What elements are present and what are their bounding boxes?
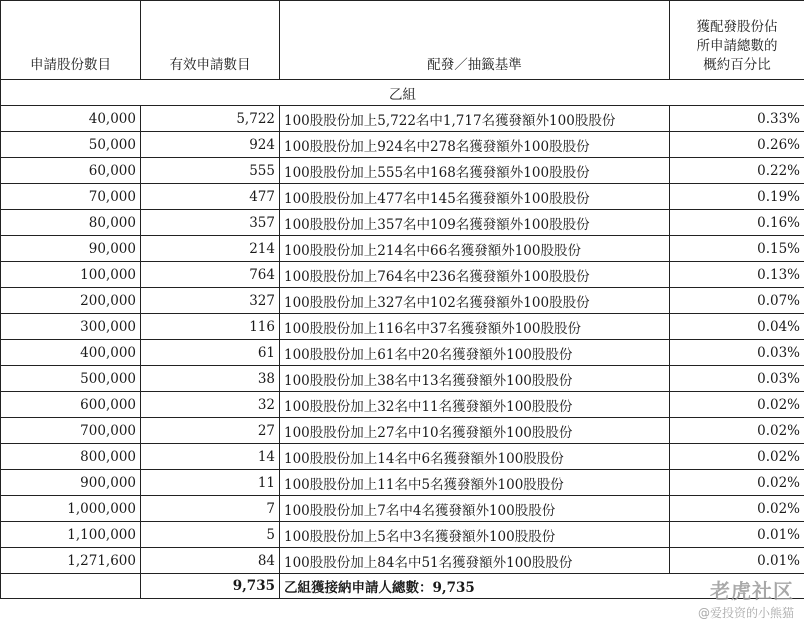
percentage-cell: 0.07% bbox=[670, 288, 804, 314]
table-row bbox=[1, 392, 804, 418]
percentage-cell: 0.01% bbox=[670, 548, 804, 574]
applications-cell: 32 bbox=[141, 392, 280, 418]
shares-cell: 100,000 bbox=[1, 262, 141, 288]
header-pct-line: 所申請總數的 bbox=[696, 38, 778, 54]
table-row bbox=[1, 158, 804, 184]
shares-cell: 1,100,000 bbox=[1, 522, 141, 548]
table-row bbox=[1, 288, 804, 314]
shares-cell: 900,000 bbox=[1, 470, 141, 496]
group-title: 乙組 bbox=[1, 80, 804, 106]
shares-cell: 200,000 bbox=[1, 288, 141, 314]
applications-cell: 924 bbox=[141, 132, 280, 158]
group-row bbox=[1, 80, 804, 106]
basis-cell: 100股股份加上84名中51名獲發額外100股股份 bbox=[280, 548, 670, 574]
basis-cell: 100股股份加上14名中6名獲發額外100股股份 bbox=[280, 444, 670, 470]
applications-cell: 5,722 bbox=[141, 106, 280, 132]
shares-cell: 40,000 bbox=[1, 106, 141, 132]
percentage-cell: 0.33% bbox=[670, 106, 804, 132]
percentage-cell: 0.15% bbox=[670, 236, 804, 262]
shares-cell: 1,271,600 bbox=[1, 548, 141, 574]
header-approx-percentage bbox=[670, 1, 804, 80]
header-pct-line: 獲配發股份佔 bbox=[696, 19, 778, 35]
percentage-cell: 0.16% bbox=[670, 210, 804, 236]
percentage-cell: 0.13% bbox=[670, 262, 804, 288]
percentage-cell: 0.02% bbox=[670, 496, 804, 522]
basis-cell: 100股股份加上61名中20名獲發額外100股股份 bbox=[280, 340, 670, 366]
table-row bbox=[1, 444, 804, 470]
table-row bbox=[1, 262, 804, 288]
total-empty-cell bbox=[1, 574, 141, 599]
basis-cell: 100股股份加上11名中5名獲發額外100股股份 bbox=[280, 470, 670, 496]
percentage-cell: 0.01% bbox=[670, 522, 804, 548]
percentage-cell: 0.02% bbox=[670, 392, 804, 418]
applications-cell: 11 bbox=[141, 470, 280, 496]
percentage-cell: 0.26% bbox=[670, 132, 804, 158]
basis-cell: 100股股份加上924名中278名獲發額外100股股份 bbox=[280, 132, 670, 158]
basis-cell: 100股股份加上555名中168名獲發額外100股股份 bbox=[280, 158, 670, 184]
basis-cell: 100股股份加上764名中236名獲發額外100股股份 bbox=[280, 262, 670, 288]
applications-cell: 27 bbox=[141, 418, 280, 444]
shares-cell: 80,000 bbox=[1, 210, 141, 236]
basis-cell: 100股股份加上116名中37名獲發額外100股股份 bbox=[280, 314, 670, 340]
table-row bbox=[1, 314, 804, 340]
header-row bbox=[1, 1, 804, 80]
basis-cell: 100股股份加上27名中10名獲發額外100股股份 bbox=[280, 418, 670, 444]
total-applications: 9,735 bbox=[141, 574, 280, 599]
table-row bbox=[1, 548, 804, 574]
applications-cell: 764 bbox=[141, 262, 280, 288]
shares-cell: 50,000 bbox=[1, 132, 141, 158]
percentage-cell: 0.02% bbox=[670, 418, 804, 444]
applications-cell: 555 bbox=[141, 158, 280, 184]
basis-cell: 100股股份加上32名中11名獲發額外100股股份 bbox=[280, 392, 670, 418]
total-row bbox=[1, 574, 804, 599]
table-row bbox=[1, 470, 804, 496]
total-label: 乙組獲接納申請人總數：9,735 bbox=[280, 574, 804, 599]
basis-cell: 100股股份加上7名中4名獲發額外100股股份 bbox=[280, 496, 670, 522]
percentage-cell: 0.04% bbox=[670, 314, 804, 340]
applications-cell: 61 bbox=[141, 340, 280, 366]
percentage-cell: 0.02% bbox=[670, 444, 804, 470]
percentage-cell: 0.19% bbox=[670, 184, 804, 210]
shares-cell: 70,000 bbox=[1, 184, 141, 210]
shares-cell: 600,000 bbox=[1, 392, 141, 418]
applications-cell: 327 bbox=[141, 288, 280, 314]
table-row bbox=[1, 210, 804, 236]
percentage-cell: 0.03% bbox=[670, 366, 804, 392]
shares-cell: 800,000 bbox=[1, 444, 141, 470]
shares-cell: 500,000 bbox=[1, 366, 141, 392]
table-row bbox=[1, 366, 804, 392]
table-row bbox=[1, 496, 804, 522]
basis-cell: 100股股份加上214名中66名獲發額外100股股份 bbox=[280, 236, 670, 262]
applications-cell: 116 bbox=[141, 314, 280, 340]
applications-cell: 38 bbox=[141, 366, 280, 392]
basis-cell: 100股股份加上477名中145名獲發額外100股股份 bbox=[280, 184, 670, 210]
table-row bbox=[1, 418, 804, 444]
table-row bbox=[1, 132, 804, 158]
shares-cell: 300,000 bbox=[1, 314, 141, 340]
applications-cell: 477 bbox=[141, 184, 280, 210]
applications-cell: 5 bbox=[141, 522, 280, 548]
applications-cell: 14 bbox=[141, 444, 280, 470]
basis-cell: 100股股份加上38名中13名獲發額外100股股份 bbox=[280, 366, 670, 392]
applications-cell: 214 bbox=[141, 236, 280, 262]
table-row bbox=[1, 522, 804, 548]
header-pct-line: 概約百分比 bbox=[703, 57, 771, 73]
applications-cell: 84 bbox=[141, 548, 280, 574]
applications-cell: 357 bbox=[141, 210, 280, 236]
basis-cell: 100股股份加上5名中3名獲發額外100股股份 bbox=[280, 522, 670, 548]
table-row bbox=[1, 106, 804, 132]
percentage-cell: 0.03% bbox=[670, 340, 804, 366]
table-row bbox=[1, 184, 804, 210]
basis-cell: 100股股份加上357名中109名獲發額外100股股份 bbox=[280, 210, 670, 236]
shares-cell: 700,000 bbox=[1, 418, 141, 444]
applications-cell: 7 bbox=[141, 496, 280, 522]
shares-cell: 90,000 bbox=[1, 236, 141, 262]
header-allocation-basis: 配發／抽籤基準 bbox=[280, 1, 670, 80]
shares-cell: 400,000 bbox=[1, 340, 141, 366]
watermark-logo: 老虎社区 bbox=[710, 579, 794, 603]
header-valid-applications: 有效申請數目 bbox=[141, 1, 280, 80]
header-shares-applied: 申請股份數目 bbox=[1, 1, 141, 80]
percentage-cell: 0.02% bbox=[670, 470, 804, 496]
basis-cell: 100股股份加上327名中102名獲發額外100股股份 bbox=[280, 288, 670, 314]
shares-cell: 60,000 bbox=[1, 158, 141, 184]
basis-cell: 100股股份加上5,722名中1,717名獲發額外100股股份 bbox=[280, 106, 670, 132]
percentage-cell: 0.22% bbox=[670, 158, 804, 184]
table-row bbox=[1, 236, 804, 262]
table-row bbox=[1, 340, 804, 366]
shares-cell: 1,000,000 bbox=[1, 496, 141, 522]
watermark-handle: @爱投资的小熊猫 bbox=[697, 606, 794, 620]
